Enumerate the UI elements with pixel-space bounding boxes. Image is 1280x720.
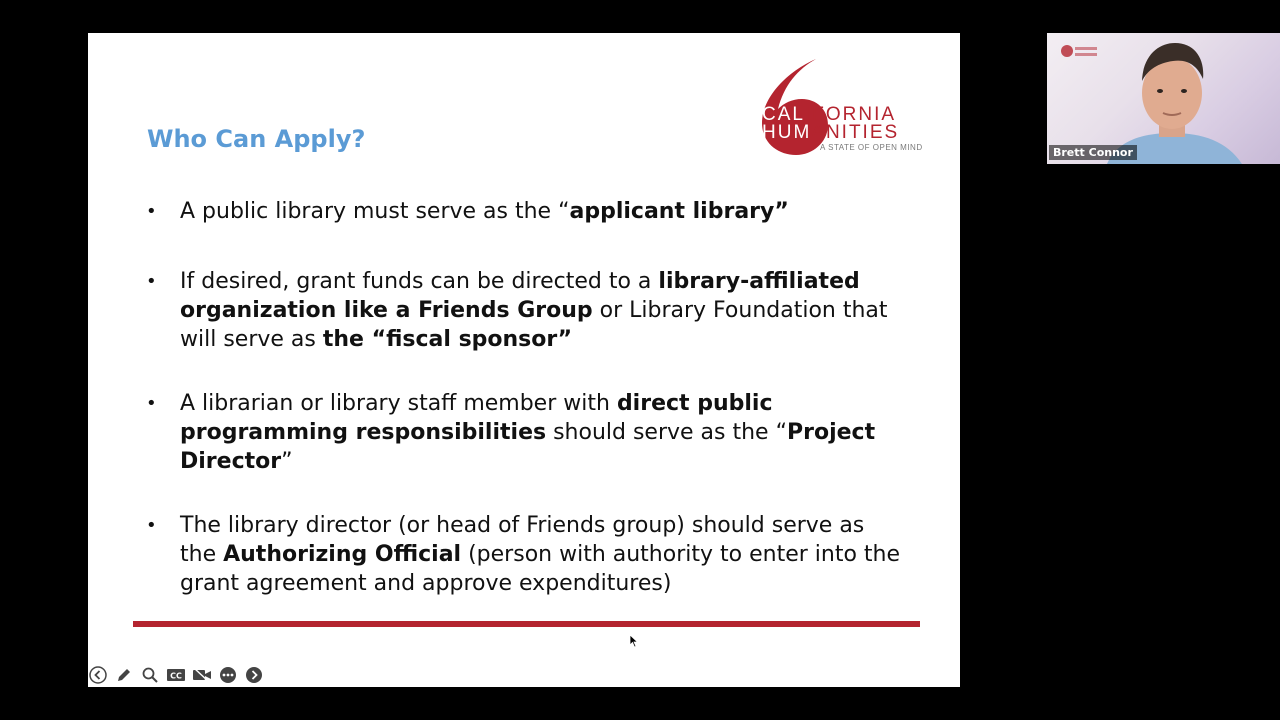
slide-divider xyxy=(133,621,920,627)
participant-name: Brett Connor xyxy=(1049,145,1137,160)
california-humanities-logo xyxy=(758,57,928,161)
captions-button[interactable] xyxy=(166,665,186,685)
bullet-authorizing-official: • The library director (or head of Friends group) should serve as the Authorizing Official (person with authority to enter into the grant agreement and approve expenditures) xyxy=(142,511,902,598)
zoom-icon xyxy=(141,666,159,684)
zoom-button[interactable] xyxy=(140,665,160,685)
bullet-fiscal-sponsor: • If desired, grant funds can be directed to a library-affiliated organization like a Friends Group or Library Foundation that will serve as the “fiscal sponsor” xyxy=(142,267,902,354)
camera-off-icon xyxy=(192,667,212,683)
back-arrow-icon xyxy=(89,666,107,684)
more-options-button[interactable] xyxy=(218,665,238,685)
bullet-applicant-library: • A public library must serve as the “applicant library” xyxy=(142,197,789,226)
presentation-slide xyxy=(88,33,960,687)
bullet-project-director: • A librarian or library staff member with direct public programming responsibilities should serve as the “Project Director” xyxy=(142,389,902,476)
forward-arrow-icon xyxy=(245,666,263,684)
participant-video-tile[interactable] xyxy=(1047,33,1280,164)
camera-button[interactable] xyxy=(192,665,212,685)
pen-tool-button[interactable] xyxy=(114,665,134,685)
cursor-arrow-icon xyxy=(629,634,639,648)
logo-line-california: CALIFORNIA xyxy=(762,104,897,125)
svg-text:CC: CC xyxy=(170,671,182,681)
pen-icon xyxy=(115,666,133,684)
logo-line-humanities: HUMANITIES xyxy=(762,122,900,143)
slide-title: Who Can Apply? xyxy=(147,125,366,153)
previous-slide-button[interactable] xyxy=(88,665,108,685)
presentation-toolbar xyxy=(88,664,264,686)
more-icon xyxy=(219,666,237,684)
mouse-cursor xyxy=(629,633,639,652)
logo-tagline: A STATE OF OPEN MIND xyxy=(820,143,923,152)
captions-icon xyxy=(166,667,186,683)
next-slide-button[interactable] xyxy=(244,665,264,685)
